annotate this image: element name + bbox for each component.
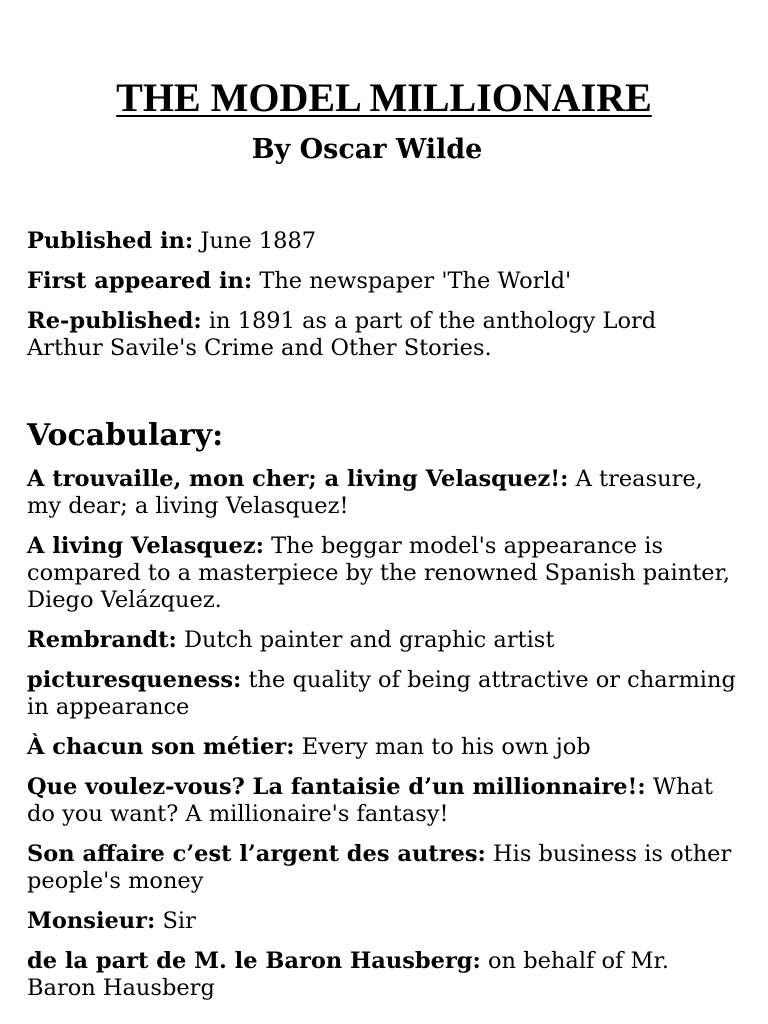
vocabulary-heading: Vocabulary: xyxy=(27,418,224,453)
entry-definition: The newspaper 'The World' xyxy=(259,268,572,294)
vocab-definition: on behalf of Mr. Baron Hausberg xyxy=(27,948,669,1001)
vocabulary-item xyxy=(27,908,737,935)
entry-definition: in 1891 as a part of the anthology Lord Arthur Savile's Crime and Other Stories. xyxy=(27,308,657,361)
vocab-term: Que voulez-vous? La fantaisie d’un millionnaire!: xyxy=(27,774,646,800)
vocab-term: Monsieur: xyxy=(27,908,156,934)
vocab-definition: What do you want? A millionaire's fantasy! xyxy=(27,774,713,827)
vocab-definition: the quality of being attractive or charming in appearance xyxy=(27,667,736,720)
entry-term: Re-published: xyxy=(27,308,202,334)
vocabulary-item xyxy=(27,466,737,520)
vocabulary-item xyxy=(27,667,737,721)
entry-term: First appeared in: xyxy=(27,268,253,294)
publication-entry xyxy=(27,308,737,362)
publication-entry xyxy=(27,228,737,255)
vocabulary-item xyxy=(27,841,737,895)
vocab-definition: The beggar model's appearance is compared to a masterpiece by the renowned Spanish painter, Diego Velázquez. xyxy=(27,533,731,613)
vocab-definition: Dutch painter and graphic artist xyxy=(183,627,555,653)
vocab-definition: His business is other people's money xyxy=(27,841,732,894)
publication-info xyxy=(27,228,737,375)
vocabulary-item xyxy=(27,774,737,828)
page-title: THE MODEL MILLIONAIRE xyxy=(116,75,652,120)
vocabulary-item xyxy=(27,627,737,654)
entry-term: Published in: xyxy=(27,228,194,254)
vocab-term: de la part de M. le Baron Hausberg: xyxy=(27,948,481,974)
vocab-term: Son affaire c’est l’argent des autres: xyxy=(27,841,486,867)
vocab-definition: Every man to his own job xyxy=(301,734,591,760)
vocabulary-list xyxy=(27,466,737,1015)
vocabulary-item xyxy=(27,533,737,614)
vocab-term: Rembrandt: xyxy=(27,627,177,653)
publication-entry xyxy=(27,268,737,295)
vocab-definition: A treasure, my dear; a living Velasquez! xyxy=(27,466,703,519)
vocab-term: A living Velasquez: xyxy=(27,533,264,559)
vocab-term: picturesqueness: xyxy=(27,667,242,693)
vocabulary-item xyxy=(27,948,737,1002)
vocab-term: A trouvaille, mon cher; a living Velasquez!: xyxy=(27,466,569,492)
vocab-definition: Sir xyxy=(162,908,196,934)
vocabulary-item xyxy=(27,734,737,761)
entry-definition: June 1887 xyxy=(200,228,317,254)
author-line: By Oscar Wilde xyxy=(251,134,483,165)
vocab-term: À chacun son métier: xyxy=(27,734,295,760)
